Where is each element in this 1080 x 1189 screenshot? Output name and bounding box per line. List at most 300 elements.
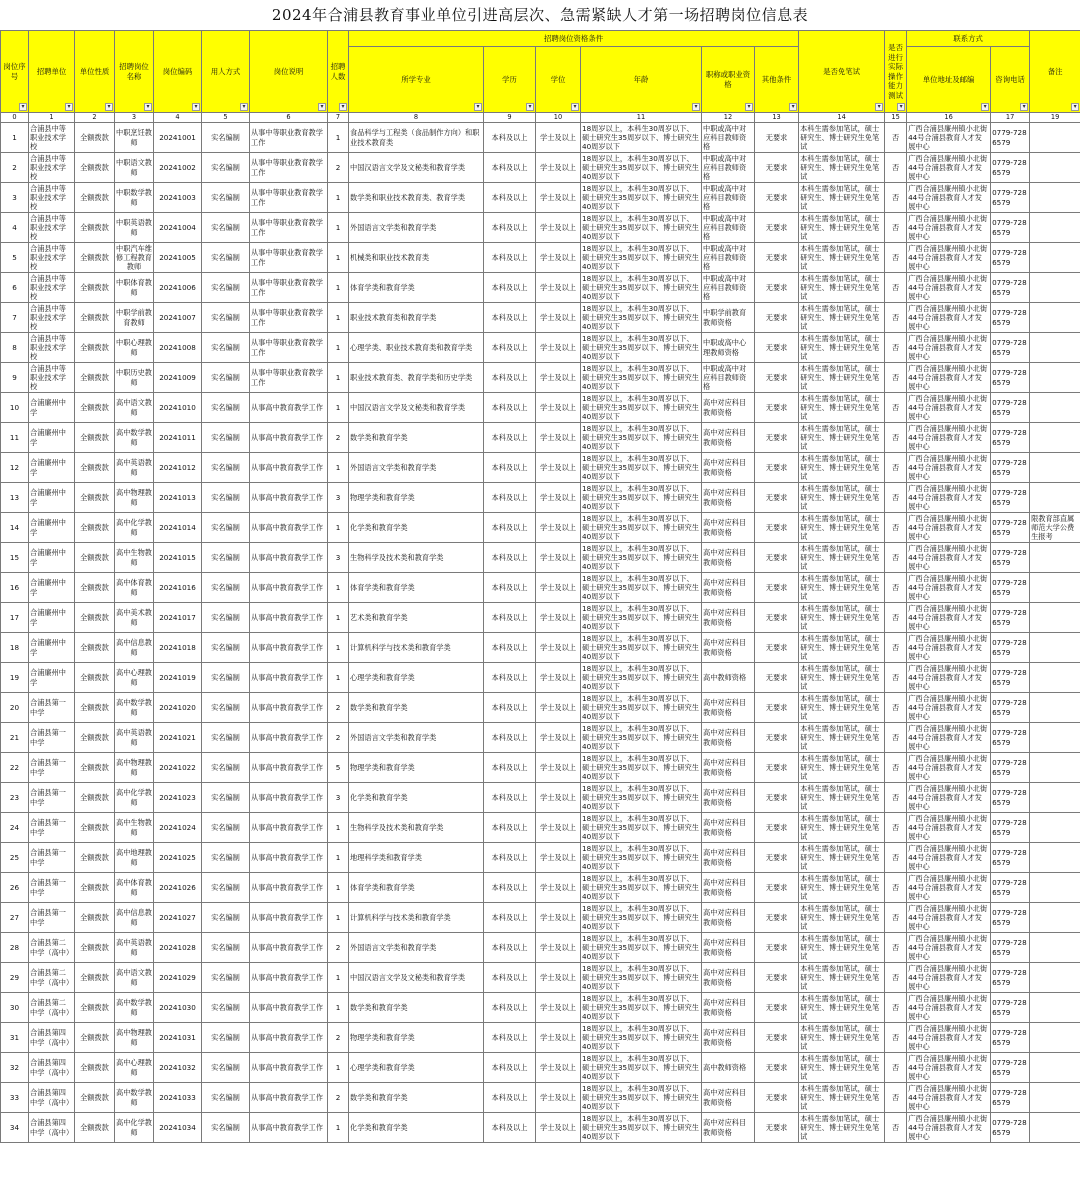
cell-remark[interactable] (1030, 393, 1080, 423)
cell-phone[interactable]: 0779-7286579 (991, 843, 1030, 873)
cell-code[interactable]: 20241001 (154, 123, 202, 153)
cell-age[interactable]: 18周岁以上，本科生30周岁以下、硕士研究生35周岁以下、博士研究生40周岁以下 (581, 303, 702, 333)
cell-phone[interactable]: 0779-7286579 (991, 783, 1030, 813)
table-row[interactable] (1, 333, 1080, 363)
cell-cert[interactable]: 高中教师资格 (702, 1053, 755, 1083)
cell-seq[interactable]: 3 (1, 183, 29, 213)
filter-dropdown-icon[interactable]: ▾ (692, 103, 700, 111)
cell-phone[interactable]: 0779-7286579 (991, 483, 1030, 513)
cell-unit[interactable]: 合浦县第四中学（高中） (29, 1023, 75, 1053)
cell-edu[interactable]: 本科及以上 (484, 123, 536, 153)
cell-practical[interactable]: 否 (885, 1023, 907, 1053)
header-nature[interactable]: 单位性质 ▾ (75, 31, 115, 113)
cell-degree[interactable]: 学士及以上 (536, 693, 581, 723)
cell-remark[interactable] (1030, 1083, 1080, 1113)
cell-age[interactable]: 18周岁以上，本科生30周岁以下、硕士研究生35周岁以下、博士研究生40周岁以下 (581, 1053, 702, 1083)
cell-cert[interactable]: 高中对应科目教师资格 (702, 723, 755, 753)
table-row[interactable] (1, 453, 1080, 483)
cell-edu[interactable]: 本科及以上 (484, 393, 536, 423)
cell-other[interactable]: 无要求 (755, 903, 799, 933)
cell-edu[interactable]: 本科及以上 (484, 843, 536, 873)
cell-other[interactable]: 无要求 (755, 1023, 799, 1053)
cell-nature[interactable]: 全额拨款 (75, 1053, 115, 1083)
cell-remark[interactable]: 限教育部直属师范大学公费生报考 (1030, 513, 1080, 543)
cell-degree[interactable]: 学士及以上 (536, 843, 581, 873)
cell-age[interactable]: 18周岁以上，本科生30周岁以下、硕士研究生35周岁以下、博士研究生40周岁以下 (581, 843, 702, 873)
cell-address[interactable]: 广西合浦县廉州镇小北街44号合浦县教育人才发展中心 (907, 123, 991, 153)
cell-code[interactable]: 20241027 (154, 903, 202, 933)
cell-nature[interactable]: 全额拨款 (75, 723, 115, 753)
cell-post[interactable]: 高中心理教师 (115, 1053, 154, 1083)
cell-major[interactable]: 生物科学及技术类和教育学类 (349, 813, 484, 843)
cell-method[interactable]: 实名编制 (202, 573, 250, 603)
cell-remark[interactable] (1030, 963, 1080, 993)
cell-major[interactable]: 中国汉语言文学及文秘类和教育学类 (349, 153, 484, 183)
cell-method[interactable]: 实名编制 (202, 1023, 250, 1053)
cell-major[interactable]: 地理科学类和教育学类 (349, 843, 484, 873)
cell-method[interactable]: 实名编制 (202, 213, 250, 243)
cell-post[interactable]: 中职语文教师 (115, 153, 154, 183)
cell-method[interactable]: 实名编制 (202, 603, 250, 633)
cell-degree[interactable]: 学士及以上 (536, 783, 581, 813)
cell-phone[interactable]: 0779-7286579 (991, 333, 1030, 363)
cell-other[interactable]: 无要求 (755, 213, 799, 243)
cell-written[interactable]: 本科生需参加笔试，硕士研究生、博士研究生免笔试 (799, 693, 885, 723)
cell-other[interactable]: 无要求 (755, 513, 799, 543)
cell-unit[interactable]: 合浦县中等职业技术学校 (29, 183, 75, 213)
cell-major[interactable]: 心理学类、职业技术教育类和教育学类 (349, 333, 484, 363)
cell-degree[interactable]: 学士及以上 (536, 543, 581, 573)
cell-unit[interactable]: 合浦廉州中学 (29, 513, 75, 543)
cell-degree[interactable]: 学士及以上 (536, 603, 581, 633)
header-practical-test[interactable]: 是否进行实际操作能力测试 ▾ (885, 31, 907, 113)
cell-unit[interactable]: 合浦县中等职业技术学校 (29, 333, 75, 363)
cell-seq[interactable]: 29 (1, 963, 29, 993)
cell-desc[interactable]: 从事中等职业教育教学工作 (250, 243, 328, 273)
cell-code[interactable]: 20241030 (154, 993, 202, 1023)
header-written-exam[interactable]: 是否免笔试 ▾ (799, 31, 885, 113)
cell-address[interactable]: 广西合浦县廉州镇小北街44号合浦县教育人才发展中心 (907, 1053, 991, 1083)
cell-nature[interactable]: 全额拨款 (75, 333, 115, 363)
cell-address[interactable]: 广西合浦县廉州镇小北街44号合浦县教育人才发展中心 (907, 873, 991, 903)
cell-address[interactable]: 广西合浦县廉州镇小北街44号合浦县教育人才发展中心 (907, 243, 991, 273)
cell-written[interactable]: 本科生需参加笔试，硕士研究生、博士研究生免笔试 (799, 273, 885, 303)
cell-other[interactable]: 无要求 (755, 1113, 799, 1143)
cell-count[interactable]: 2 (328, 423, 349, 453)
cell-degree[interactable]: 学士及以上 (536, 1023, 581, 1053)
filter-dropdown-icon[interactable]: ▾ (192, 103, 200, 111)
cell-edu[interactable]: 本科及以上 (484, 933, 536, 963)
cell-address[interactable]: 广西合浦县廉州镇小北街44号合浦县教育人才发展中心 (907, 663, 991, 693)
cell-written[interactable]: 本科生需参加笔试，硕士研究生、博士研究生免笔试 (799, 183, 885, 213)
cell-count[interactable]: 1 (328, 633, 349, 663)
cell-other[interactable]: 无要求 (755, 1083, 799, 1113)
cell-age[interactable]: 18周岁以上，本科生30周岁以下、硕士研究生35周岁以下、博士研究生40周岁以下 (581, 963, 702, 993)
cell-phone[interactable]: 0779-7286579 (991, 723, 1030, 753)
cell-unit[interactable]: 合浦县第四中学（高中） (29, 1053, 75, 1083)
cell-other[interactable]: 无要求 (755, 303, 799, 333)
cell-practical[interactable]: 否 (885, 633, 907, 663)
cell-major[interactable]: 体育学类和教育学类 (349, 573, 484, 603)
cell-remark[interactable] (1030, 573, 1080, 603)
cell-method[interactable]: 实名编制 (202, 963, 250, 993)
cell-nature[interactable]: 全额拨款 (75, 303, 115, 333)
cell-remark[interactable] (1030, 303, 1080, 333)
cell-remark[interactable] (1030, 543, 1080, 573)
cell-code[interactable]: 20241004 (154, 213, 202, 243)
cell-count[interactable]: 1 (328, 333, 349, 363)
table-row[interactable] (1, 843, 1080, 873)
cell-degree[interactable]: 学士及以上 (536, 723, 581, 753)
cell-cert[interactable]: 高中对应科目教师资格 (702, 543, 755, 573)
cell-count[interactable]: 2 (328, 1023, 349, 1053)
cell-degree[interactable]: 学士及以上 (536, 363, 581, 393)
cell-desc[interactable]: 从事高中教育教学工作 (250, 813, 328, 843)
cell-remark[interactable] (1030, 1053, 1080, 1083)
cell-unit[interactable]: 合浦县中等职业技术学校 (29, 213, 75, 243)
cell-seq[interactable]: 2 (1, 153, 29, 183)
cell-remark[interactable] (1030, 243, 1080, 273)
cell-method[interactable]: 实名编制 (202, 543, 250, 573)
table-row[interactable] (1, 363, 1080, 393)
cell-count[interactable]: 1 (328, 963, 349, 993)
cell-phone[interactable]: 0779-7286579 (991, 873, 1030, 903)
cell-count[interactable]: 1 (328, 213, 349, 243)
filter-dropdown-icon[interactable]: ▾ (19, 103, 27, 111)
cell-degree[interactable]: 学士及以上 (536, 633, 581, 663)
cell-desc[interactable]: 从事高中教育教学工作 (250, 1053, 328, 1083)
cell-degree[interactable]: 学士及以上 (536, 933, 581, 963)
cell-other[interactable]: 无要求 (755, 753, 799, 783)
cell-degree[interactable]: 学士及以上 (536, 333, 581, 363)
cell-age[interactable]: 18周岁以上，本科生30周岁以下、硕士研究生35周岁以下、博士研究生40周岁以下 (581, 633, 702, 663)
cell-seq[interactable]: 5 (1, 243, 29, 273)
cell-cert[interactable]: 高中对应科目教师资格 (702, 783, 755, 813)
cell-count[interactable]: 3 (328, 483, 349, 513)
cell-count[interactable]: 1 (328, 393, 349, 423)
cell-written[interactable]: 本科生需参加笔试，硕士研究生、博士研究生免笔试 (799, 603, 885, 633)
cell-code[interactable]: 20241006 (154, 273, 202, 303)
cell-practical[interactable]: 否 (885, 663, 907, 693)
cell-unit[interactable]: 合浦县第一中学 (29, 693, 75, 723)
cell-phone[interactable]: 0779-7286579 (991, 1053, 1030, 1083)
header-post-name[interactable]: 招聘岗位名称 ▾ (115, 31, 154, 113)
cell-phone[interactable]: 0779-7286579 (991, 123, 1030, 153)
cell-other[interactable]: 无要求 (755, 273, 799, 303)
cell-post[interactable]: 高中化学教师 (115, 1113, 154, 1143)
cell-post[interactable]: 高中心理教师 (115, 663, 154, 693)
cell-method[interactable]: 实名编制 (202, 513, 250, 543)
cell-practical[interactable]: 否 (885, 603, 907, 633)
cell-degree[interactable]: 学士及以上 (536, 1113, 581, 1143)
cell-other[interactable]: 无要求 (755, 543, 799, 573)
cell-written[interactable]: 本科生需参加笔试，硕士研究生、博士研究生免笔试 (799, 243, 885, 273)
cell-address[interactable]: 广西合浦县廉州镇小北街44号合浦县教育人才发展中心 (907, 213, 991, 243)
table-row[interactable] (1, 183, 1080, 213)
header-age[interactable]: 年龄 ▾ (581, 47, 702, 113)
cell-method[interactable]: 实名编制 (202, 663, 250, 693)
cell-unit[interactable]: 合浦县中等职业技术学校 (29, 243, 75, 273)
cell-major[interactable]: 计算机科学与技术类和教育学类 (349, 903, 484, 933)
cell-unit[interactable]: 合浦县第一中学 (29, 843, 75, 873)
cell-edu[interactable]: 本科及以上 (484, 153, 536, 183)
cell-edu[interactable]: 本科及以上 (484, 333, 536, 363)
cell-desc[interactable]: 从事中等职业教育教学工作 (250, 363, 328, 393)
cell-address[interactable]: 广西合浦县廉州镇小北街44号合浦县教育人才发展中心 (907, 633, 991, 663)
cell-count[interactable]: 2 (328, 933, 349, 963)
cell-phone[interactable]: 0779-7286579 (991, 153, 1030, 183)
cell-written[interactable]: 本科生需参加笔试，硕士研究生、博士研究生免笔试 (799, 873, 885, 903)
cell-degree[interactable]: 学士及以上 (536, 213, 581, 243)
cell-code[interactable]: 20241012 (154, 453, 202, 483)
cell-code[interactable]: 20241005 (154, 243, 202, 273)
cell-phone[interactable]: 0779-7286579 (991, 933, 1030, 963)
cell-desc[interactable]: 从事高中教育教学工作 (250, 603, 328, 633)
cell-desc[interactable]: 从事高中教育教学工作 (250, 1113, 328, 1143)
cell-edu[interactable]: 本科及以上 (484, 603, 536, 633)
filter-dropdown-icon[interactable]: ▾ (240, 103, 248, 111)
cell-post[interactable]: 高中语文教师 (115, 963, 154, 993)
cell-practical[interactable]: 否 (885, 453, 907, 483)
cell-method[interactable]: 实名编制 (202, 393, 250, 423)
cell-remark[interactable] (1030, 423, 1080, 453)
cell-degree[interactable]: 学士及以上 (536, 123, 581, 153)
cell-major[interactable]: 食品科学与工程类（食品制作方向）和职业技术教育类 (349, 123, 484, 153)
cell-post[interactable]: 高中英语教师 (115, 933, 154, 963)
cell-desc[interactable]: 从事高中教育教学工作 (250, 693, 328, 723)
cell-other[interactable]: 无要求 (755, 723, 799, 753)
cell-written[interactable]: 本科生需参加笔试，硕士研究生、博士研究生免笔试 (799, 213, 885, 243)
cell-seq[interactable]: 19 (1, 663, 29, 693)
cell-written[interactable]: 本科生需参加笔试，硕士研究生、博士研究生免笔试 (799, 453, 885, 483)
cell-age[interactable]: 18周岁以上，本科生30周岁以下、硕士研究生35周岁以下、博士研究生40周岁以下 (581, 243, 702, 273)
cell-code[interactable]: 20241033 (154, 1083, 202, 1113)
cell-major[interactable]: 化学类和教育学类 (349, 513, 484, 543)
cell-phone[interactable]: 0779-7286579 (991, 753, 1030, 783)
cell-cert[interactable]: 中职学前教育教师资格 (702, 303, 755, 333)
cell-phone[interactable]: 0779-7286579 (991, 513, 1030, 543)
cell-degree[interactable]: 学士及以上 (536, 573, 581, 603)
cell-practical[interactable]: 否 (885, 693, 907, 723)
cell-count[interactable]: 1 (328, 183, 349, 213)
cell-written[interactable]: 本科生需参加笔试，硕士研究生、博士研究生免笔试 (799, 813, 885, 843)
cell-degree[interactable]: 学士及以上 (536, 273, 581, 303)
cell-unit[interactable]: 合浦县第一中学 (29, 783, 75, 813)
cell-remark[interactable] (1030, 273, 1080, 303)
header-remark[interactable]: 备注 ▾ (1030, 31, 1080, 113)
cell-method[interactable]: 实名编制 (202, 453, 250, 483)
cell-age[interactable]: 18周岁以上，本科生30周岁以下、硕士研究生35周岁以下、博士研究生40周岁以下 (581, 483, 702, 513)
cell-desc[interactable]: 从事高中教育教学工作 (250, 1023, 328, 1053)
cell-cert[interactable]: 高中对应科目教师资格 (702, 633, 755, 663)
table-row[interactable] (1, 1053, 1080, 1083)
cell-major[interactable]: 艺术类和教育学类 (349, 603, 484, 633)
cell-written[interactable]: 本科生需参加笔试，硕士研究生、博士研究生免笔试 (799, 123, 885, 153)
cell-address[interactable]: 广西合浦县廉州镇小北街44号合浦县教育人才发展中心 (907, 753, 991, 783)
cell-major[interactable]: 数学类和教育学类 (349, 693, 484, 723)
table-row[interactable] (1, 1083, 1080, 1113)
cell-other[interactable]: 无要求 (755, 393, 799, 423)
cell-unit[interactable]: 合浦县中等职业技术学校 (29, 303, 75, 333)
cell-desc[interactable]: 从事高中教育教学工作 (250, 783, 328, 813)
cell-desc[interactable]: 从事高中教育教学工作 (250, 873, 328, 903)
cell-edu[interactable]: 本科及以上 (484, 363, 536, 393)
cell-method[interactable]: 实名编制 (202, 723, 250, 753)
cell-practical[interactable]: 否 (885, 843, 907, 873)
cell-remark[interactable] (1030, 483, 1080, 513)
cell-code[interactable]: 20241008 (154, 333, 202, 363)
cell-address[interactable]: 广西合浦县廉州镇小北街44号合浦县教育人才发展中心 (907, 993, 991, 1023)
cell-major[interactable]: 化学类和教育学类 (349, 783, 484, 813)
cell-address[interactable]: 广西合浦县廉州镇小北街44号合浦县教育人才发展中心 (907, 603, 991, 633)
cell-count[interactable]: 1 (328, 843, 349, 873)
cell-post[interactable]: 高中化学教师 (115, 513, 154, 543)
cell-seq[interactable]: 17 (1, 603, 29, 633)
cell-other[interactable]: 无要求 (755, 453, 799, 483)
cell-method[interactable]: 实名编制 (202, 303, 250, 333)
cell-method[interactable]: 实名编制 (202, 423, 250, 453)
cell-desc[interactable]: 从事中等职业教育教学工作 (250, 273, 328, 303)
cell-written[interactable]: 本科生需参加笔试，硕士研究生、博士研究生免笔试 (799, 963, 885, 993)
cell-seq[interactable]: 9 (1, 363, 29, 393)
cell-nature[interactable]: 全额拨款 (75, 663, 115, 693)
cell-unit[interactable]: 合浦县第二中学（高中） (29, 963, 75, 993)
cell-desc[interactable]: 从事中等职业教育教学工作 (250, 183, 328, 213)
cell-written[interactable]: 本科生需参加笔试，硕士研究生、博士研究生免笔试 (799, 663, 885, 693)
cell-method[interactable]: 实名编制 (202, 693, 250, 723)
cell-other[interactable]: 无要求 (755, 813, 799, 843)
cell-degree[interactable]: 学士及以上 (536, 513, 581, 543)
cell-edu[interactable]: 本科及以上 (484, 483, 536, 513)
cell-nature[interactable]: 全额拨款 (75, 1023, 115, 1053)
cell-code[interactable]: 20241007 (154, 303, 202, 333)
cell-cert[interactable]: 高中对应科目教师资格 (702, 813, 755, 843)
cell-degree[interactable]: 学士及以上 (536, 393, 581, 423)
cell-code[interactable]: 20241002 (154, 153, 202, 183)
cell-code[interactable]: 20241016 (154, 573, 202, 603)
cell-nature[interactable]: 全额拨款 (75, 543, 115, 573)
cell-cert[interactable]: 高中对应科目教师资格 (702, 603, 755, 633)
cell-age[interactable]: 18周岁以上，本科生30周岁以下、硕士研究生35周岁以下、博士研究生40周岁以下 (581, 363, 702, 393)
cell-unit[interactable]: 合浦廉州中学 (29, 483, 75, 513)
cell-nature[interactable]: 全额拨款 (75, 573, 115, 603)
cell-unit[interactable]: 合浦县第一中学 (29, 753, 75, 783)
header-seq[interactable]: 岗位序号 ▾ (1, 31, 29, 113)
cell-practical[interactable]: 否 (885, 1083, 907, 1113)
cell-cert[interactable]: 中职或高中对应科目教师资格 (702, 243, 755, 273)
cell-post[interactable]: 高中物理教师 (115, 753, 154, 783)
cell-address[interactable]: 广西合浦县廉州镇小北街44号合浦县教育人才发展中心 (907, 783, 991, 813)
cell-count[interactable]: 1 (328, 603, 349, 633)
cell-major[interactable]: 计算机科学与技术类和教育学类 (349, 633, 484, 663)
cell-method[interactable]: 实名编制 (202, 843, 250, 873)
cell-desc[interactable]: 从事高中教育教学工作 (250, 483, 328, 513)
cell-remark[interactable] (1030, 213, 1080, 243)
cell-edu[interactable]: 本科及以上 (484, 963, 536, 993)
cell-phone[interactable]: 0779-7286579 (991, 573, 1030, 603)
cell-unit[interactable]: 合浦县第一中学 (29, 903, 75, 933)
cell-method[interactable]: 实名编制 (202, 1083, 250, 1113)
cell-other[interactable]: 无要求 (755, 993, 799, 1023)
table-row[interactable] (1, 813, 1080, 843)
cell-degree[interactable]: 学士及以上 (536, 1083, 581, 1113)
cell-seq[interactable]: 32 (1, 1053, 29, 1083)
cell-post[interactable]: 高中数学教师 (115, 993, 154, 1023)
cell-major[interactable]: 数学类和教育学类 (349, 1083, 484, 1113)
cell-phone[interactable]: 0779-7286579 (991, 273, 1030, 303)
cell-address[interactable]: 广西合浦县廉州镇小北街44号合浦县教育人才发展中心 (907, 483, 991, 513)
cell-seq[interactable]: 12 (1, 453, 29, 483)
cell-nature[interactable]: 全额拨款 (75, 933, 115, 963)
cell-major[interactable]: 化学类和教育学类 (349, 1113, 484, 1143)
cell-code[interactable]: 20241031 (154, 1023, 202, 1053)
cell-practical[interactable]: 否 (885, 183, 907, 213)
cell-age[interactable]: 18周岁以上，本科生30周岁以下、硕士研究生35周岁以下、博士研究生40周岁以下 (581, 333, 702, 363)
cell-desc[interactable]: 从事高中教育教学工作 (250, 453, 328, 483)
cell-other[interactable]: 无要求 (755, 1053, 799, 1083)
cell-other[interactable]: 无要求 (755, 783, 799, 813)
cell-unit[interactable]: 合浦县第四中学（高中） (29, 1113, 75, 1143)
cell-count[interactable]: 1 (328, 513, 349, 543)
table-row[interactable] (1, 663, 1080, 693)
cell-desc[interactable]: 从事中等职业教育教学工作 (250, 123, 328, 153)
cell-method[interactable]: 实名编制 (202, 363, 250, 393)
table-row[interactable] (1, 873, 1080, 903)
cell-count[interactable]: 1 (328, 363, 349, 393)
cell-desc[interactable]: 从事高中教育教学工作 (250, 543, 328, 573)
cell-method[interactable]: 实名编制 (202, 993, 250, 1023)
cell-post[interactable]: 高中数学教师 (115, 423, 154, 453)
cell-phone[interactable]: 0779-7286579 (991, 1023, 1030, 1053)
cell-written[interactable]: 本科生需参加笔试，硕士研究生、博士研究生免笔试 (799, 423, 885, 453)
cell-cert[interactable]: 高中对应科目教师资格 (702, 903, 755, 933)
cell-practical[interactable]: 否 (885, 1053, 907, 1083)
cell-count[interactable]: 2 (328, 723, 349, 753)
filter-dropdown-icon[interactable]: ▾ (981, 103, 989, 111)
cell-count[interactable]: 3 (328, 783, 349, 813)
cell-nature[interactable]: 全额拨款 (75, 243, 115, 273)
cell-practical[interactable]: 否 (885, 1113, 907, 1143)
cell-method[interactable]: 实名编制 (202, 483, 250, 513)
cell-major[interactable]: 数学类和教育学类 (349, 423, 484, 453)
cell-phone[interactable]: 0779-7286579 (991, 1083, 1030, 1113)
cell-post[interactable]: 高中体育教师 (115, 573, 154, 603)
cell-written[interactable]: 本科生需参加笔试，硕士研究生、博士研究生免笔试 (799, 333, 885, 363)
table-row[interactable] (1, 153, 1080, 183)
cell-edu[interactable]: 本科及以上 (484, 723, 536, 753)
cell-age[interactable]: 18周岁以上，本科生30周岁以下、硕士研究生35周岁以下、博士研究生40周岁以下 (581, 723, 702, 753)
cell-method[interactable]: 实名编制 (202, 873, 250, 903)
cell-post[interactable]: 高中信息教师 (115, 903, 154, 933)
cell-method[interactable]: 实名编制 (202, 753, 250, 783)
filter-dropdown-icon[interactable]: ▾ (897, 103, 905, 111)
cell-cert[interactable]: 中职或高中对应科目教师资格 (702, 153, 755, 183)
cell-age[interactable]: 18周岁以上，本科生30周岁以下、硕士研究生35周岁以下、博士研究生40周岁以下 (581, 993, 702, 1023)
cell-other[interactable]: 无要求 (755, 873, 799, 903)
cell-remark[interactable] (1030, 693, 1080, 723)
cell-desc[interactable]: 从事中等职业教育教学工作 (250, 213, 328, 243)
cell-desc[interactable]: 从事中等职业教育教学工作 (250, 153, 328, 183)
cell-code[interactable]: 20241010 (154, 393, 202, 423)
cell-nature[interactable]: 全额拨款 (75, 183, 115, 213)
header-desc[interactable]: 岗位说明 ▾ (250, 31, 328, 113)
header-other[interactable]: 其他条件 ▾ (755, 47, 799, 113)
filter-dropdown-icon[interactable]: ▾ (571, 103, 579, 111)
cell-age[interactable]: 18周岁以上，本科生30周岁以下、硕士研究生35周岁以下、博士研究生40周岁以下 (581, 153, 702, 183)
cell-phone[interactable]: 0779-7286579 (991, 303, 1030, 333)
cell-code[interactable]: 20241009 (154, 363, 202, 393)
cell-desc[interactable]: 从事高中教育教学工作 (250, 963, 328, 993)
